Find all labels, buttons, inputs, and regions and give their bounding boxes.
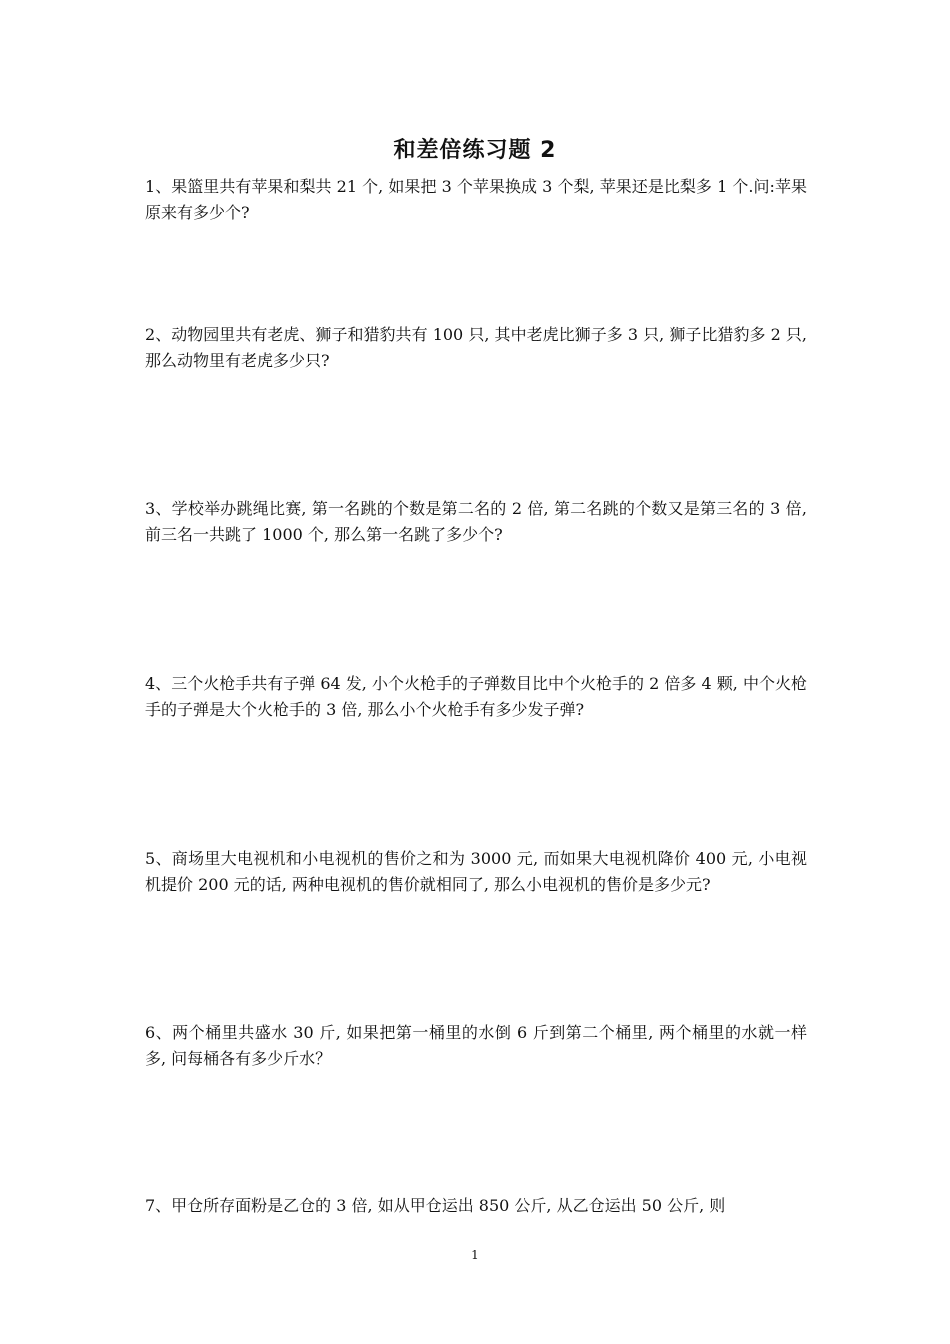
question-4: 4、三个火枪手共有子弹 64 发, 小个火枪手的子弹数目比中个火枪手的 2 倍多 4 颗, 中个火枪手的子弹是大个火枪手的 3 倍, 那么小个火枪手有多少发子弹?: [145, 674, 807, 719]
question-5: 5、商场里大电视机和小电视机的售价之和为 3000 元, 而如果大电视机降价 400 元, 小电视机提价 200 元的话, 两种电视机的售价就相同了, 那么小电视机的售价是多少元?: [145, 849, 807, 894]
question-7: 7、甲仓所存面粉是乙仓的 3 倍, 如从甲仓运出 850 公斤, 从乙仓运出 50 公斤, 则: [145, 1196, 726, 1215]
question-1: 1、果篮里共有苹果和梨共 21 个, 如果把 3 个苹果换成 3 个梨, 苹果还是比梨多 1 个.问:苹果原来有多少个?: [145, 177, 807, 222]
question-3: 3、学校举办跳绳比赛, 第一名跳的个数是第二名的 2 倍, 第二名跳的个数又是第三名的 3 倍,前三名一共跳了 1000 个, 那么第一名跳了多少个?: [145, 499, 807, 544]
question-2: 2、动物园里共有老虎、狮子和猎豹共有 100 只, 其中老虎比狮子多 3 只, 狮子比猎豹多 2 只,那么动物里有老虎多少只?: [145, 325, 807, 370]
page-title: 和差倍练习题 2: [393, 138, 557, 163]
question-6: 6、两个桶里共盛水 30 斤, 如果把第一桶里的水倒 6 斤到第二个桶里, 两个桶里的水就一样多, 问每桶各有多少斤水？: [145, 1023, 807, 1068]
page-number: 1: [471, 1248, 479, 1262]
